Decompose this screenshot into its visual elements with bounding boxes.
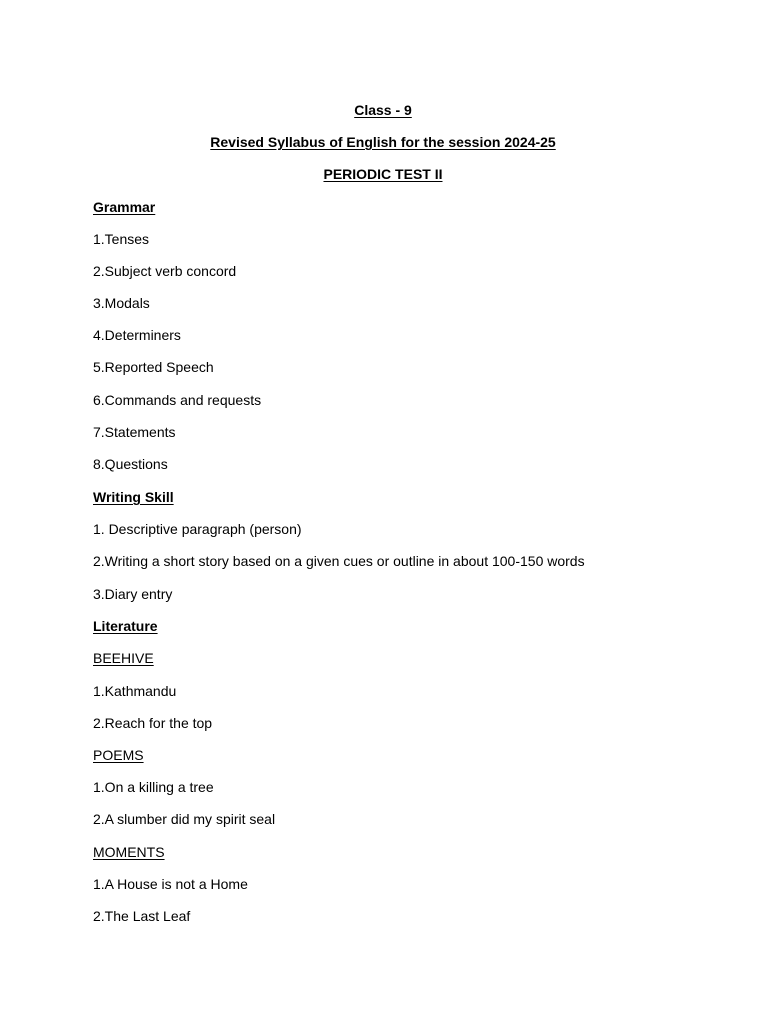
poems-item: 1.On a killing a tree (93, 779, 214, 795)
writing-item: 3.Diary entry (93, 586, 173, 602)
grammar-item: 5.Reported Speech (93, 359, 214, 375)
grammar-item: 4.Determiners (93, 327, 181, 343)
beehive-item: 2.Reach for the top (93, 715, 213, 731)
grammar-item: 1.Tenses (93, 231, 150, 247)
literature-heading: Literature (93, 618, 158, 634)
grammar-item: 7.Statements (93, 424, 176, 440)
moments-item: 1.A House is not a Home (93, 876, 248, 892)
writing-item: 2.Writing a short story based on a given cues or outline in about 100-150 words (93, 553, 585, 569)
grammar-heading: Grammar (93, 199, 156, 215)
writing-item: 1. Descriptive paragraph (person) (93, 521, 302, 537)
grammar-item: 6.Commands and requests (93, 392, 262, 408)
moments-item: 2.The Last Leaf (93, 908, 191, 924)
beehive-item: 1.Kathmandu (93, 683, 177, 699)
grammar-item: 2.Subject verb concord (93, 263, 237, 279)
poems-heading: POEMS (93, 747, 144, 763)
syllabus-title: Revised Syllabus of English for the session 2024-25 (210, 134, 556, 150)
beehive-heading: BEEHIVE (93, 650, 154, 666)
writing-skill-heading: Writing Skill (93, 489, 174, 505)
class-title: Class - 9 (354, 102, 412, 118)
grammar-item: 3.Modals (93, 295, 150, 311)
periodic-test-title: PERIODIC TEST II (323, 166, 443, 182)
moments-heading: MOMENTS (93, 844, 165, 860)
poems-item: 2.A slumber did my spirit seal (93, 811, 276, 827)
grammar-item: 8.Questions (93, 456, 168, 472)
